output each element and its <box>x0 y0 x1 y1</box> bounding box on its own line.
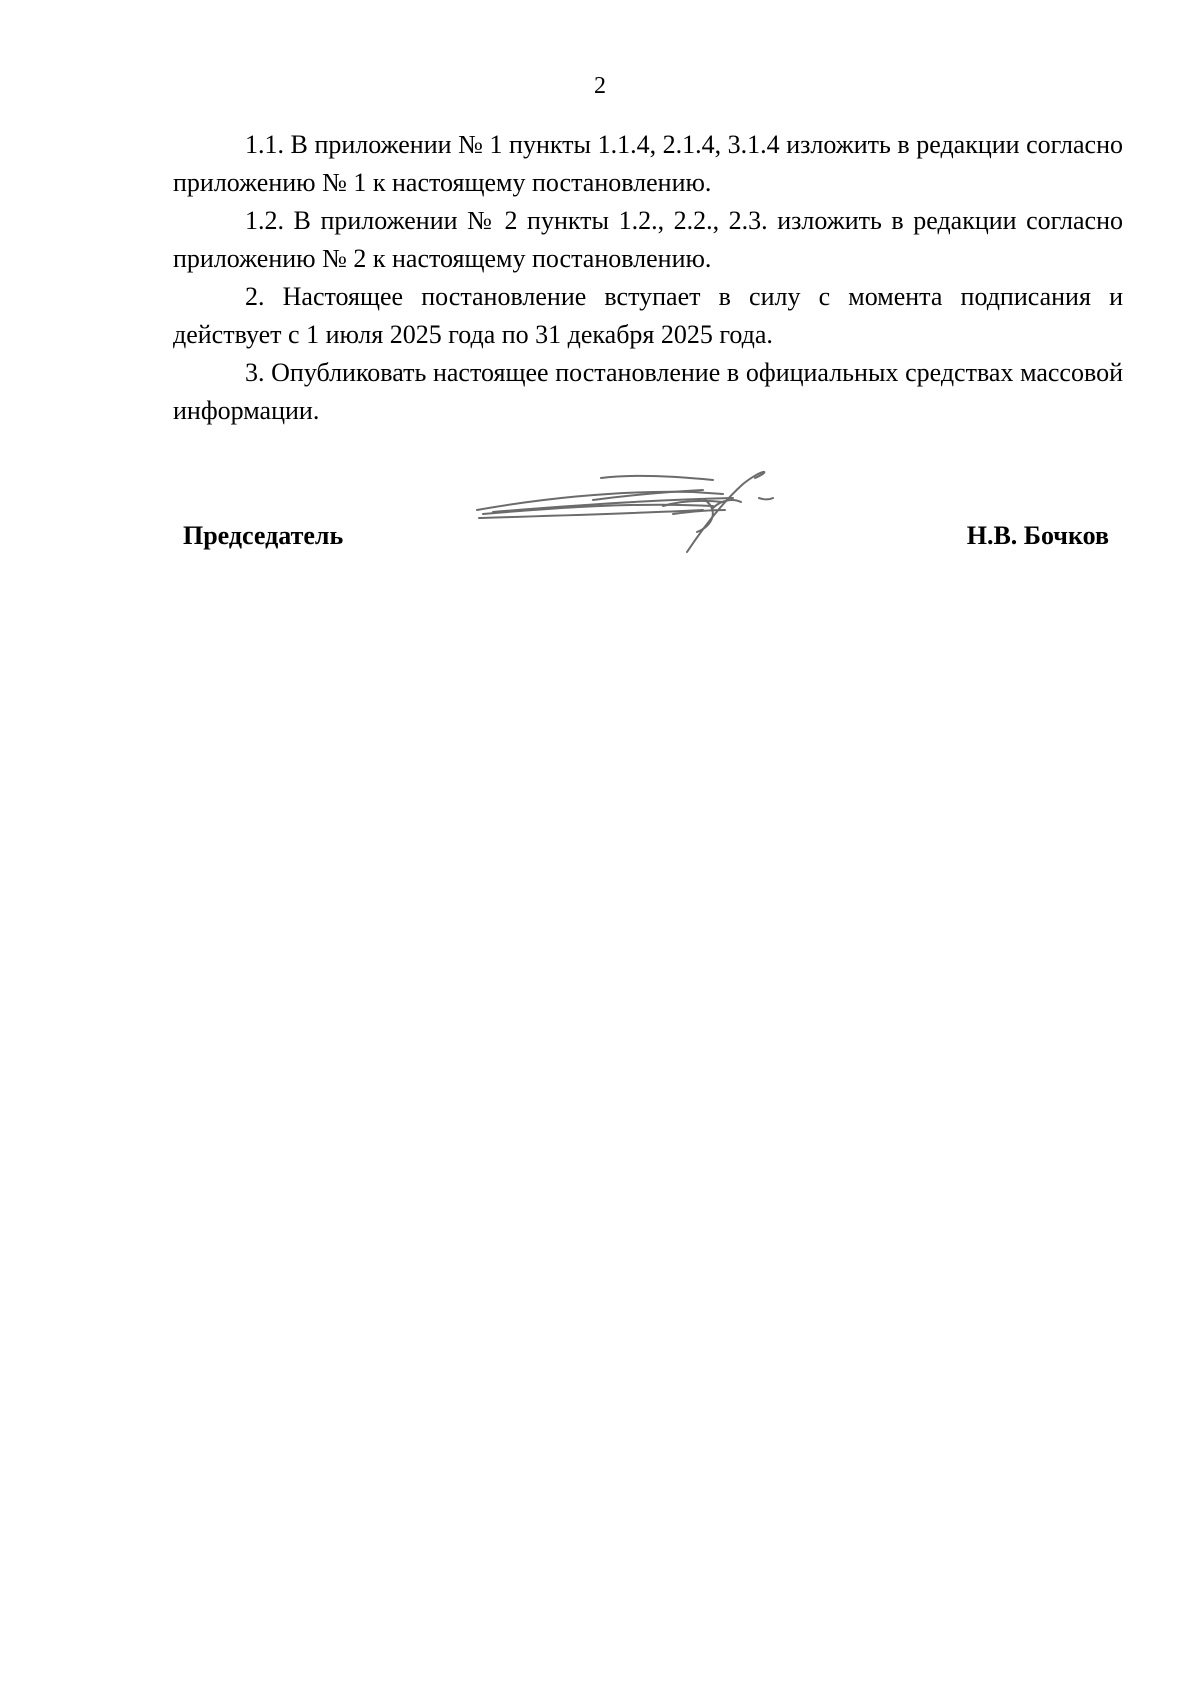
document-body <box>173 126 1123 430</box>
signatory-name: Н.В. Бочков <box>966 521 1109 550</box>
paragraph-1-2: 1.2. В приложении № 2 пункты 1.2., 2.2., 2.3. изложить в редакции согласно приложению № 2 к настоящему постановлению. <box>173 206 1123 273</box>
signatory-title: Председатель <box>183 521 344 550</box>
signature-block <box>173 470 1123 570</box>
paragraph-1-1: 1.1. В приложении № 1 пункты 1.1.4, 2.1.4, 3.1.4 изложить в редакции согласно приложению № 1 к настоящему постановлению. <box>173 130 1123 197</box>
paragraph-2: 2. Настоящее постановление вступает в силу с момента подписания и действует с 1 июля 2025 года по 31 декабря 2025 года. <box>173 282 1123 349</box>
handwritten-signature <box>473 470 793 570</box>
paragraph-3: 3. Опубликовать настоящее постановление в официальных средствах массовой информации. <box>173 358 1123 425</box>
page-number: 2 <box>594 73 606 99</box>
